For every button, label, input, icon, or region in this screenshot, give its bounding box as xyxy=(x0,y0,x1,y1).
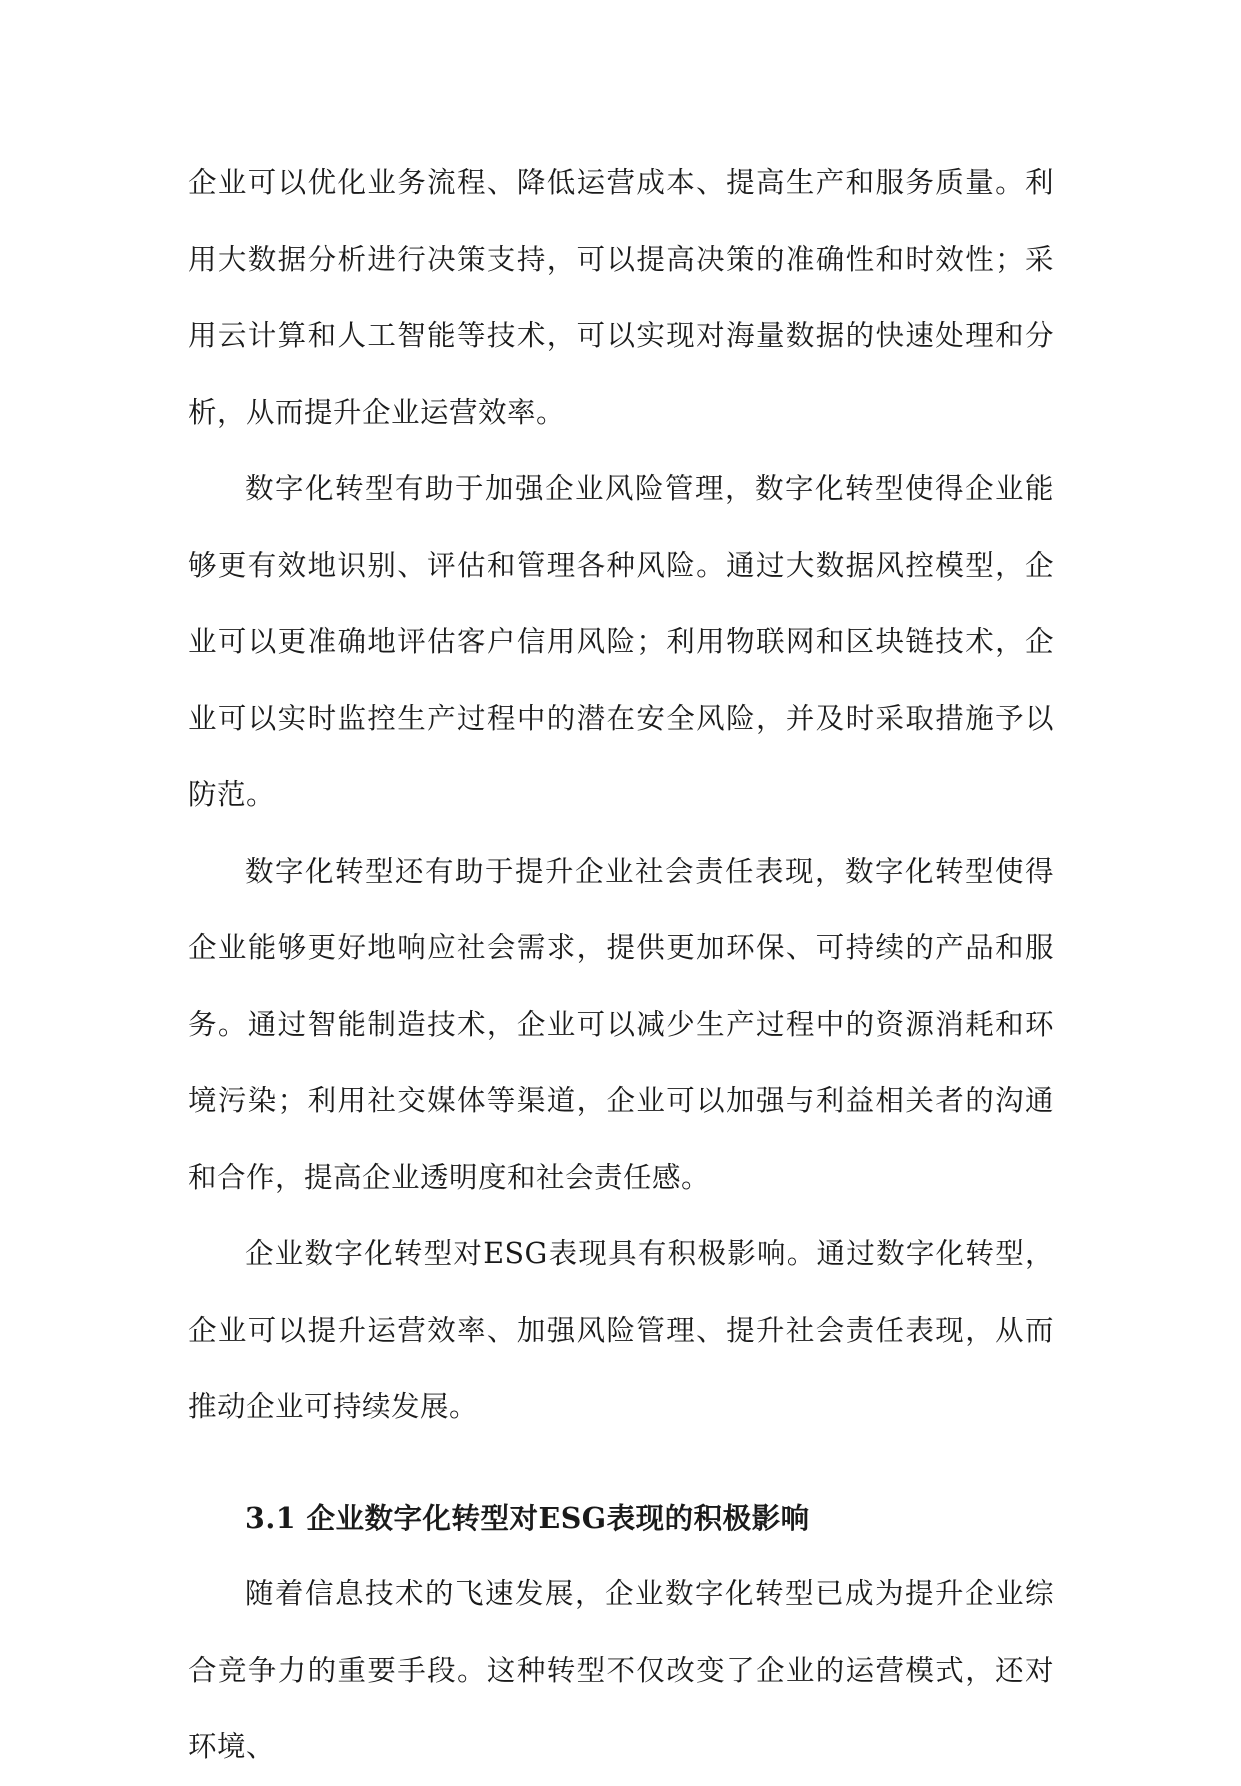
document-body xyxy=(188,145,1054,1786)
paragraph-social-responsibility: 数字化转型还有助于提升企业社会责任表现，数字化转型使得企业能够更好地响应社会需求，提供更加环保、可持续的产品和服务。通过智能制造技术，企业可以减少生产过程中的资源消耗和环境污染；利用社交媒体等渠道，企业可以加强与利益相关者的沟通和合作，提高企业透明度和社会责任感。 xyxy=(188,854,1054,1194)
section-heading: 3.1 企业数字化转型对ESG表现的积极影响 xyxy=(245,1500,810,1535)
paragraph-section-intro: 随着信息技术的飞速发展，企业数字化转型已成为提升企业综合竞争力的重要手段。这种转型不仅改变了企业的运营模式，还对环境、 xyxy=(188,1577,1054,1763)
section-spacer xyxy=(188,1446,1054,1480)
paragraph-operating-efficiency: 企业可以优化业务流程、降低运营成本、提高生产和服务质量。利用大数据分析进行决策支持，可以提高决策的准确性和时效性；采用云计算和人工智能等技术，可以实现对海量数据的快速处理和分析，从而提升企业运营效率。 xyxy=(188,166,1054,429)
paragraph-risk-management: 数字化转型有助于加强企业风险管理，数字化转型使得企业能够更有效地识别、评估和管理各种风险。通过大数据风控模型，企业可以更准确地评估客户信用风险；利用物联网和区块链技术，企业可以实时监控生产过程中的潜在安全风险，并及时采取措施予以防范。 xyxy=(188,472,1054,811)
paragraph-esg-summary: 企业数字化转型对ESG表现具有积极影响。通过数字化转型，企业可以提升运营效率、加强风险管理、提升社会责任表现，从而推动企业可持续发展。 xyxy=(188,1237,1054,1423)
